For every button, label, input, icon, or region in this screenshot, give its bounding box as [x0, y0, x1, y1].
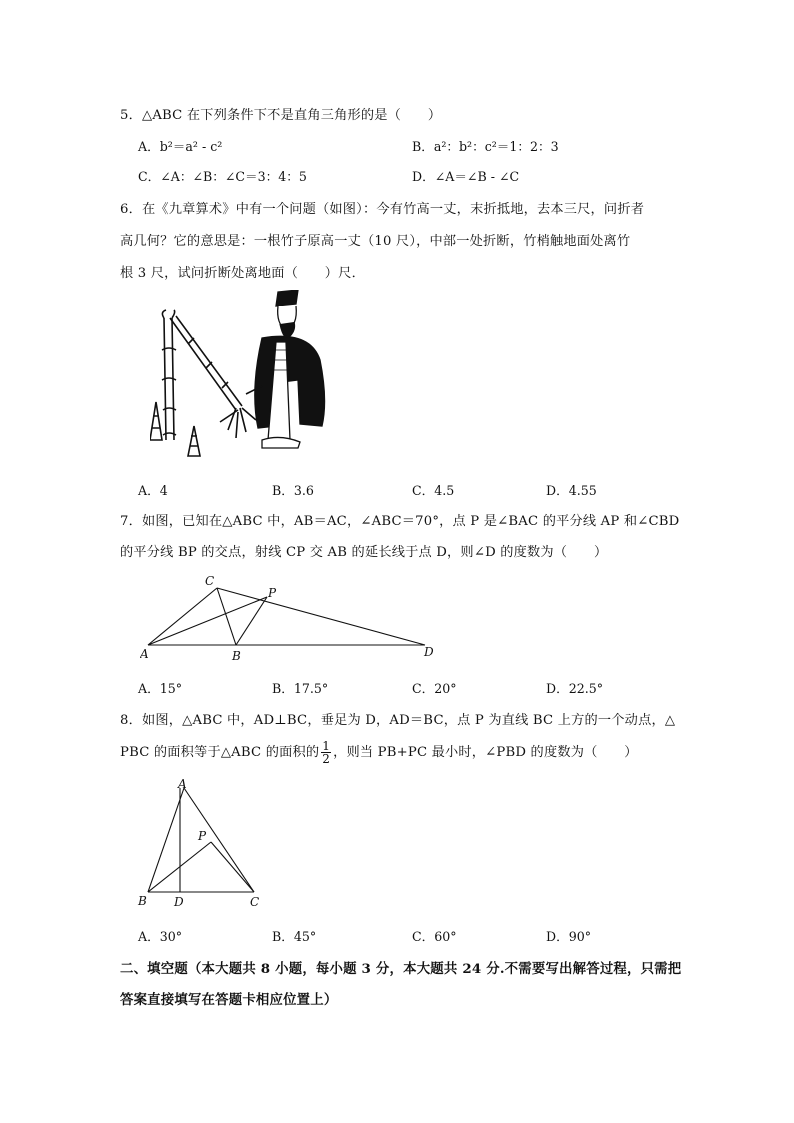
q8-triangle-figure	[134, 776, 266, 910]
q8-line-2-post: ，则当 PB+PC 最小时，∠PBD 的度数为（ ）	[333, 745, 638, 760]
q8-option-a: A．30°	[138, 929, 183, 944]
q6-option-d: D．4.55	[546, 483, 597, 498]
q5-stem: 5．△ABC 在下列条件下不是直角三角形的是（ ）	[120, 108, 442, 123]
q7-option-a: A．15°	[138, 681, 183, 696]
q6-option-c: C．4.5	[412, 483, 455, 498]
q5-option-b: B．a²：b²：c²＝1：2：3	[412, 139, 559, 154]
q6-option-b: B．3.6	[272, 483, 314, 498]
q7-option-c: C．20°	[412, 681, 457, 696]
q5-option-d: D．∠A＝∠B - ∠C	[412, 169, 520, 184]
q7-option-b: B．17.5°	[272, 681, 329, 696]
q6-option-a: A．4	[138, 483, 168, 498]
q8-option-c: C．60°	[412, 929, 457, 944]
q8-label-p: P	[198, 829, 207, 843]
fraction-denominator: 2	[322, 752, 331, 766]
q7-option-d: D．22.5°	[546, 681, 604, 696]
one-half-fraction	[321, 740, 331, 765]
q8-line-2	[120, 740, 638, 765]
bamboo-scholar-illustration	[150, 290, 340, 460]
q8-label-b: B	[138, 894, 147, 908]
q8-label-c: C	[250, 895, 260, 909]
q7-line-2: 的平分线 BP 的交点，射线 CP 交 AB 的延长线于点 D，则∠D 的度数为（ ）	[120, 545, 608, 560]
fraction-numerator: 1	[322, 739, 331, 753]
q7-label-a: A	[140, 647, 149, 661]
q8-option-b: B．45°	[272, 929, 317, 944]
section-2-heading-line-1: 二、填空题（本大题共 8 小题，每小题 3 分，本大题共 24 分.不需要写出解答过程，只需把	[120, 961, 682, 977]
q7-triangle-figure	[140, 572, 440, 664]
q8-label-d: D	[174, 895, 184, 909]
q8-line-2-pre: PBC 的面积等于△ABC 的面积的	[120, 745, 320, 760]
section-2-heading-line-2: 答案直接填写在答题卡相应位置上）	[120, 992, 338, 1008]
q7-label-c: C	[205, 574, 215, 588]
q7-label-b: B	[232, 649, 241, 663]
q7-line-1: 7．如图，已知在△ABC 中，AB＝AC，∠ABC＝70°，点 P 是∠BAC 的平分线 AP 和∠CBD	[120, 514, 680, 529]
q7-label-d: D	[424, 645, 434, 659]
q6-line-3: 根 3 尺，试问折断处离地面（ ）尺．	[120, 266, 365, 281]
q6-line-2: 高几何？它的意思是：一根竹子原高一丈（10 尺），中部一处折断，竹梢触地面处离竹	[120, 234, 631, 249]
q8-option-d: D．90°	[546, 929, 592, 944]
q8-line-1: 8．如图，△ABC 中，AD⊥BC，垂足为 D，AD＝BC，点 P 为直线 BC 上方的一个动点，△	[120, 713, 676, 728]
q7-label-p: P	[268, 586, 277, 600]
q5-option-a: A．b²＝a² - c²	[138, 139, 223, 154]
q8-label-a: A	[178, 777, 187, 791]
q5-option-c: C．∠A：∠B：∠C＝3：4：5	[138, 169, 307, 184]
q6-line-1: 6．在《九章算术》中有一个问题（如图）：今有竹高一丈，末折抵地，去本三尺，问折者	[120, 202, 645, 217]
